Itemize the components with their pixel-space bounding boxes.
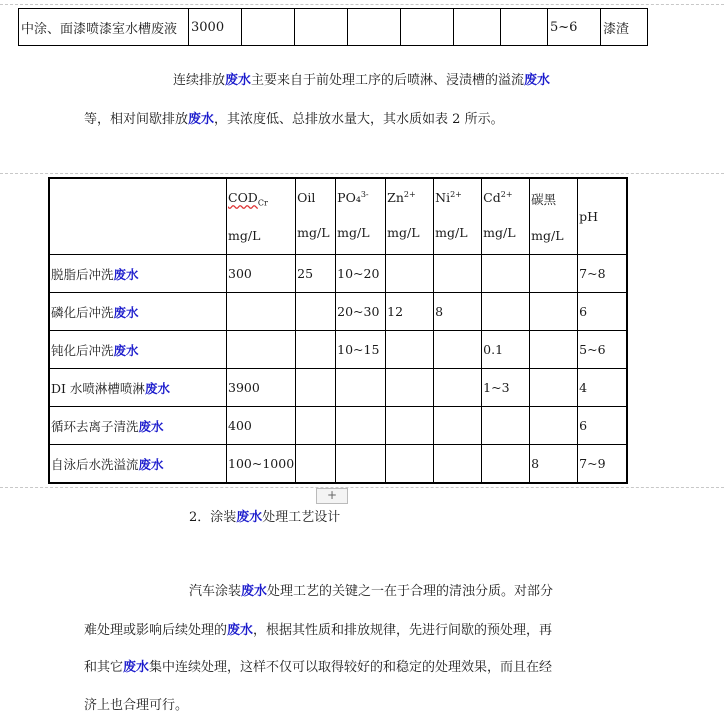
- table-cell: [434, 407, 482, 445]
- table-cell: [530, 255, 578, 293]
- header-po4: PO₄$^{3-}$ mg/L: [336, 178, 386, 255]
- table-cell: 7~8: [578, 255, 628, 293]
- table-cell: [530, 331, 578, 369]
- section-heading: 2．涂装废水处理工艺设计: [189, 510, 341, 525]
- table-cell: [386, 255, 434, 293]
- cell-empty: [401, 9, 454, 46]
- table-cell: [434, 445, 482, 484]
- cell-ph: 5~6: [548, 9, 601, 46]
- table-cell: [296, 331, 336, 369]
- table-cell: [482, 445, 530, 484]
- table-cell: 1~3: [482, 369, 530, 407]
- table-cell: [434, 331, 482, 369]
- table-cell: [530, 407, 578, 445]
- paragraph-line: 等，相对间歇排放废水，其浓度低、总排放水量大，其水质如表 2 所示。: [84, 112, 504, 127]
- table-cell: [227, 293, 296, 331]
- table-cell: [386, 445, 434, 484]
- table-cell: 0.1: [482, 331, 530, 369]
- table-cell: 7~9: [578, 445, 628, 484]
- table-cell: 3900: [227, 369, 296, 407]
- row-label: 脱脂后冲洗废水: [49, 255, 227, 293]
- paragraph-line: 汽车涂装废水处理工艺的关键之一在于合理的清浊分质。对部分: [189, 584, 554, 599]
- table-row: [49, 331, 627, 369]
- keyword-highlight: 废水: [138, 456, 164, 472]
- wastewater-quality-table: [48, 177, 628, 484]
- row-label: 磷化后冲洗废水: [49, 293, 227, 331]
- header-cd: $Cd^{2+}$ mg/L: [482, 178, 530, 255]
- table-cell: [530, 369, 578, 407]
- table-cell: 12: [386, 293, 434, 331]
- table-cell: 10~15: [336, 331, 386, 369]
- table-cell: 8: [530, 445, 578, 484]
- keyword-highlight: 废水: [113, 342, 139, 358]
- table-cell: [386, 407, 434, 445]
- keyword-highlight: 废水: [138, 418, 164, 434]
- table-cell: 6: [578, 293, 628, 331]
- page-break-line: [0, 173, 724, 174]
- table-cell: 6: [578, 407, 628, 445]
- header-oil: Oil mg/L: [296, 178, 336, 255]
- row-label: 循环去离子清洗废水: [49, 407, 227, 445]
- wastewater-table-top-row: [18, 8, 648, 46]
- keyword-highlight: 废水: [188, 112, 215, 127]
- cell-empty: [348, 9, 401, 46]
- row-label: DI 水喷淋槽喷淋废水: [49, 369, 227, 407]
- keyword-highlight: 废水: [236, 510, 263, 525]
- table-cell: [296, 407, 336, 445]
- table-cell: [482, 293, 530, 331]
- table-row: [49, 255, 627, 293]
- table-cell: [386, 369, 434, 407]
- table-cell: [336, 445, 386, 484]
- table-row: [49, 293, 627, 331]
- table-cell: [530, 293, 578, 331]
- keyword-highlight: 废水: [524, 73, 551, 88]
- header-ph: pH: [578, 178, 628, 255]
- header-zn: $Zn^{2+}$ mg/L: [386, 178, 434, 255]
- table-cell: 400: [227, 407, 296, 445]
- insert-row-button[interactable]: +: [316, 488, 348, 504]
- table-cell: [482, 407, 530, 445]
- header-carbon-black: 碳黑 mg/L: [530, 178, 578, 255]
- keyword-highlight: 废水: [227, 623, 254, 638]
- cell-empty: [295, 9, 348, 46]
- table-cell: [296, 369, 336, 407]
- table-cell: [434, 255, 482, 293]
- table-row: [49, 369, 627, 407]
- paragraph-line: 和其它废水集中连续处理，这样不仅可以取得较好的和稳定的处理效果，而且在经: [84, 660, 553, 675]
- header-blank: [49, 178, 227, 255]
- table-cell: 10~20: [336, 255, 386, 293]
- paragraph-line: 济上也合理可行。: [84, 698, 189, 713]
- table-cell: 25: [296, 255, 336, 293]
- cell-note: 漆渣: [601, 9, 648, 46]
- page-break-line: [0, 487, 724, 488]
- table-cell: [336, 407, 386, 445]
- table-header-row: [49, 178, 627, 255]
- cell-cod: 3000: [189, 9, 242, 46]
- keyword-highlight: 废水: [225, 73, 252, 88]
- cell-empty: [454, 9, 501, 46]
- table-cell: 100~1000: [227, 445, 296, 484]
- table-cell: 300: [227, 255, 296, 293]
- table-cell: 8: [434, 293, 482, 331]
- header-ni: $Ni^{2+}$ mg/L: [434, 178, 482, 255]
- cell-name: 中涂、面漆喷漆室水槽废液: [19, 9, 189, 46]
- keyword-highlight: 废水: [123, 660, 150, 675]
- table-cell: [386, 331, 434, 369]
- paragraph-line: 连续排放废水主要来自于前处理工序的后喷淋、浸渍槽的溢流废水: [173, 73, 551, 88]
- table-cell: 20~30: [336, 293, 386, 331]
- paragraph-line: 难处理或影响后续处理的废水，根据其性质和排放规律，先进行间歇的预处理，再: [84, 623, 553, 638]
- table-cell: [482, 255, 530, 293]
- keyword-highlight: 废水: [144, 380, 170, 396]
- cell-empty: [501, 9, 548, 46]
- keyword-highlight: 废水: [113, 304, 139, 320]
- table-cell: [434, 369, 482, 407]
- table-cell: 4: [578, 369, 628, 407]
- keyword-highlight: 废水: [113, 266, 139, 282]
- table-cell: [296, 445, 336, 484]
- header-cod: $COD_{Cr}$ mg/L: [227, 178, 296, 255]
- table-row: [19, 9, 648, 46]
- row-label: 自泳后水洗溢流废水: [49, 445, 227, 484]
- page-break-line: [0, 4, 724, 5]
- table-cell: [296, 293, 336, 331]
- table-row: [49, 407, 627, 445]
- row-label: 钝化后冲洗废水: [49, 331, 227, 369]
- cell-empty: [242, 9, 295, 46]
- table-row: [49, 445, 627, 484]
- table-cell: 5~6: [578, 331, 628, 369]
- keyword-highlight: 废水: [241, 584, 268, 599]
- table-cell: [227, 331, 296, 369]
- table-cell: [336, 369, 386, 407]
